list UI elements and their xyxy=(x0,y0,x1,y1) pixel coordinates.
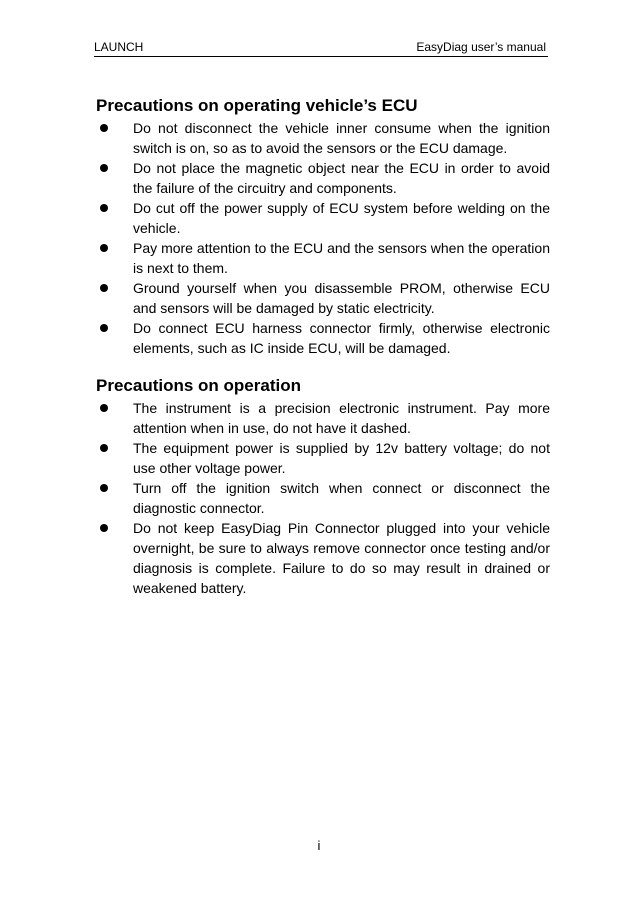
list-item xyxy=(96,118,550,158)
page-content xyxy=(96,96,550,598)
header-manual-title: EasyDiag user’s manual xyxy=(416,40,546,54)
bullet-icon xyxy=(100,524,108,532)
list-item xyxy=(96,198,550,238)
list-item xyxy=(96,238,550,278)
bullet-icon xyxy=(100,484,108,492)
list-item-text: Ground yourself when you disassemble PROM, otherwise ECU and sensors will be damaged by static electricity. xyxy=(133,280,550,316)
bullet-icon xyxy=(100,164,108,172)
list-item xyxy=(96,278,550,318)
list-item xyxy=(96,438,550,478)
list-item-text: Pay more attention to the ECU and the sensors when the operation is next to them. xyxy=(133,240,550,276)
list-item xyxy=(96,478,550,518)
page-number: i xyxy=(317,838,321,853)
list-item xyxy=(96,398,550,438)
bullet-icon xyxy=(100,244,108,252)
header-divider xyxy=(94,56,548,57)
bullet-icon xyxy=(100,404,108,412)
list-item-text: The equipment power is supplied by 12v battery voltage; do not use other voltage power. xyxy=(133,440,550,476)
list-item-text: Do connect ECU harness connector firmly, otherwise electronic elements, such as IC inside ECU, will be damaged. xyxy=(133,320,550,356)
bullet-icon xyxy=(100,284,108,292)
list-item xyxy=(96,518,550,598)
header-brand: LAUNCH xyxy=(94,40,144,54)
list-item-text: Do not keep EasyDiag Pin Connector plugged into your vehicle overnight, be sure to always remove connector once testing and/or diagnosis is complete. Failure to do so may result in drained or weakened battery. xyxy=(133,520,550,596)
section-title-operation: Precautions on operation xyxy=(96,376,301,395)
list-item-text: Do not place the magnetic object near the ECU in order to avoid the failure of the circuitry and components. xyxy=(133,160,550,196)
operation-precautions-list xyxy=(96,398,550,598)
list-item xyxy=(96,318,550,358)
list-item xyxy=(96,158,550,198)
bullet-icon xyxy=(100,204,108,212)
list-item-text: Do cut off the power supply of ECU system before welding on the vehicle. xyxy=(133,200,550,236)
bullet-icon xyxy=(100,444,108,452)
list-item-text: Turn off the ignition switch when connect or disconnect the diagnostic connector. xyxy=(133,480,550,516)
list-item-text: Do not disconnect the vehicle inner consume when the ignition switch is on, so as to avoid the sensors or the ECU damage. xyxy=(133,120,550,156)
list-item-text: The instrument is a precision electronic instrument. Pay more attention when in use, do not have it dashed. xyxy=(133,400,550,436)
bullet-icon xyxy=(100,124,108,132)
ecu-precautions-list xyxy=(96,118,550,358)
bullet-icon xyxy=(100,324,108,332)
section-title-ecu: Precautions on operating vehicle’s ECU xyxy=(96,96,418,115)
